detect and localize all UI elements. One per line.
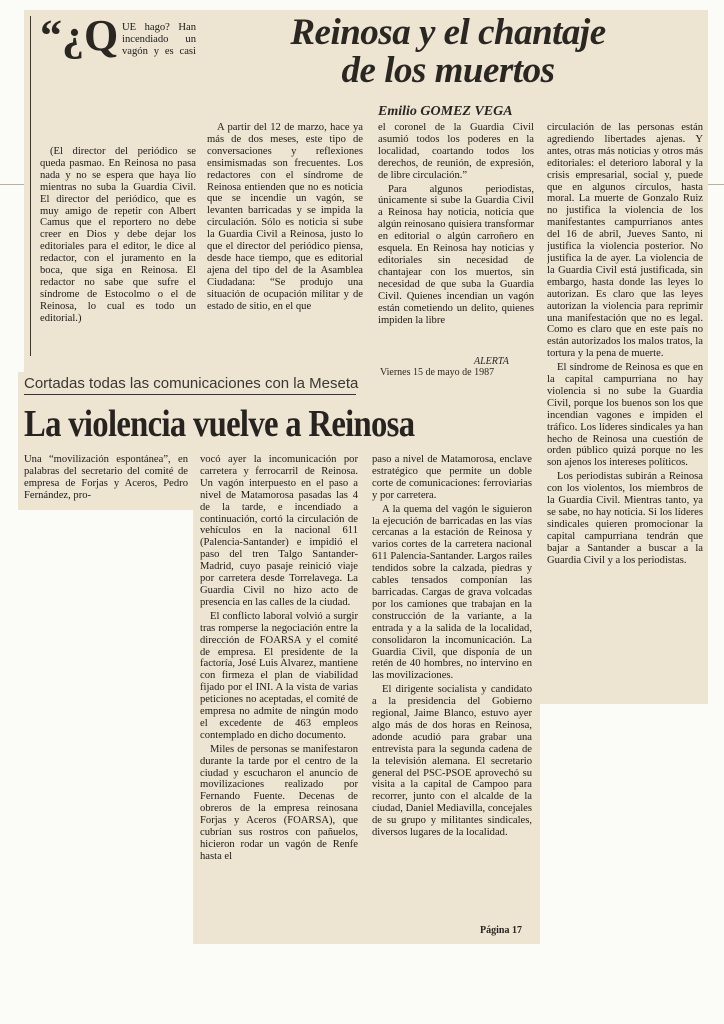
article2-kicker: Cortadas todas las comunicaciones con la Meseta (24, 375, 359, 392)
paragraph: el coronel de la Guardia Civil asumió todos los poderes en la localidad, coartando todos los derechos, de reunión, de expresión, de libre circulación.” (378, 122, 534, 181)
article2-headline: La violencia vuelve a Reinosa (24, 403, 415, 445)
page-number: Página 17 (480, 925, 522, 936)
article1-headline (268, 14, 628, 90)
paragraph: circulación de las personas están agrediendo libertades ajenas. Y antes, otras más noticias y otros más editoriales: el deterioro laboral y la crisis empresarial, social y, puede que en algunos círculos, hasta moral. La muerte de Gonzalo Ruiz no justifica la violencia de los manifestantes campurrianos antes del 16 de abril, Jueves Santo, ni justifica la violencia posterior. No justifica la de ayer. La violencia de la Guardia Civil está justificada, sin embargo, hasta donde las leyes lo autorizan. Es claro que las leyes autorizan la violencia para reprimir una manifestación que no es legal. Como es claro que en este país no están autorizados los malos tratos, la tortura y la pena de muerte. (547, 122, 703, 360)
article1-byline: Emilio GOMEZ VEGA (378, 104, 513, 119)
column-rule (30, 16, 31, 356)
paragraph: vocó ayer la incomunicación por carretera y ferrocarril de Reinosa. Un vagón interpuesto en el paso a nivel de Matamorosa pasadas las 4 de la tarde, e incendiado a continuación, cortó la circulación de vehículos en la nacional 611 (Palencia-Santander) e impidió el paso del tren Talgo Santander-Madrid, cuyo pasaje reinició viaje por carretera desde Torrelavega. La Guardia Civil no hizo acto de presencia en las calles de la ciudad. (200, 454, 358, 608)
paragraph: A partir del 12 de marzo, hace ya más de dos meses, este tipo de conversaciones y reflexiones ensimismadas son frecuentes. Los redactores con el síndrome de Reinosa entienden que no es noticia que se incendie un vagón, se levanten barricadas y se impida la circulación. Sólo es noticia si sube la Guardia Civil a Reinosa, justo lo que el director del periódico piensa, desde hace tiempo, que es editorial ajena del tipo del de la Asamblea Ciudadana: “Se produjo una situación de ocupación militar y de estado de sitio, en el que (207, 122, 363, 312)
article1-col3 (378, 122, 534, 354)
article2-col1 (24, 454, 188, 508)
paragraph: Los periodistas subirán a Reinosa con los violentos, los miembros de la Guardia Civil. Mientras tanto, ya se sabe, no hay noticia. Si los líderes sindicales quieren promocionar la capital campurriana tendrán que bajar a Santander a buscar a la Guardia Civil y a los periodistas. (547, 471, 703, 566)
article1-col1-body (40, 146, 196, 356)
paragraph: paso a nivel de Matamorosa, enclave estratégico que permite un doble corte de comunicaciones: ferroviarias y por carretera. (372, 454, 532, 501)
article1-headline-line1: Reinosa y el chantaje (290, 12, 606, 53)
article1-col1-top (122, 22, 196, 58)
paragraph: Miles de personas se manifestaron durante la tarde por el centro de la ciudad y escucharon el anuncio de movilizaciones realizado por Fernando Fuente. Decenas de obreros de la empresa reinosana Forjas y Aceros (FOARSA), que cubrían sus rostros con pañuelos, hicieron rodar un vagón de Renfe hasta el (200, 743, 358, 862)
paragraph: A la quema del vagón le siguieron la ejecución de barricadas en las vías cercanas a la estación de Reinosa y varios cortes de la carretera nacional 611 Palencia-Santander. Largos railes tendidos sobre la calzada, piedras y cables tensados componían las barricadas. Cargas de grava volcadas por los camiones que trabajan en la construcción de la variante, a la entrada y a la salida de la localidad, consolidaron la incomunicación. La Guardia Civil, que disponía de un retén de 40 hombres, no intervino en las movilizaciones. (372, 503, 532, 682)
paragraph: Una “movilización espontánea”, en palabras del secretario del comité de empresa de Forjas y Aceros, Pedro Fernández, pro- (24, 454, 188, 501)
paragraph: El dirigente socialista y candidato a la presidencia del Gobierno regional, Jaime Blanco, estuvo ayer algo más de dos horas en Reinosa, adonde acudió para grabar una entrevista para la segunda cadena de la televisión alemana. El secretario general del PSC-PSOE aprovechó su visita a la capital de Campoo para recorrer, junto con el alcalde de la ciudad, Daniel Mediavilla, concejales de su grupo y militantes sindicales, diversos lugares de la localidad. (372, 684, 532, 839)
date-label: Viernes 15 de mayo de 1987 (380, 367, 495, 378)
drop-quote: “¿Q (40, 11, 119, 60)
article1-col2 (207, 122, 363, 356)
paragraph: UE hago? Han incendiado un vagón y es casi (122, 22, 196, 57)
paragraph: Para algunos periodistas, únicamente si sube la Guardia Civil a Reinosa hay noticia, noticia que algún reinosano quisiera transformar en editorial o algún carroñero en esquela. En Reinosa hay noticias y editoriales sin necesidad de chantajear con los muertos, sin necesidad de que suba la Guardia Civil. Quienes incendian un vagón están cometiendo un delito, quienes impiden la libre (378, 183, 534, 326)
paragraph: El síndrome de Reinosa es que en la capital campurriana no hay violencia si no sube la Guardia Civil, porque los buenos son los que incendian vagones e impiden el tráfico. Los líderes sindicales ya han hecho de Reinosa una cuestión de orden público quizá porque no les son ajenos los intereses políticos. (547, 362, 703, 469)
source-label: ALERTA (474, 356, 509, 367)
paragraph: (El director del periódico se queda pasmao. En Reinosa no pasa nada y no se espera que haya lío mientras no suba la Guardia Civil. El director del periódico, que es muy amigo de repetir con Albert Camus que el reportero no debe creer en Dios y debe dejar los editoriales para el editor, le dice al redactor, con el juramento en la boca, que siga en Reinosa. El redactor no sabe que sufre el síndrome de Estocolmo o el de Reinosa, lo cual es todo un editorial.) (40, 146, 196, 324)
article1-headline-line2: de los muertos (341, 50, 555, 91)
article2-col2 (200, 454, 358, 938)
paragraph: El conflicto laboral volvió a surgir tras romperse la negociación entre la dirección de FOARSA y el comité de empresa. El presidente de la factoría, José Luis Alvarez, mantiene con firmeza el plan de viabilidad fijado por el INI. A la vista de varias peticiones no aceptadas, el comité de empresa no admite de ningún modo el excedente de 463 empleos contemplado en dicho documento. (200, 610, 358, 741)
kicker-rule (24, 394, 356, 395)
article1-col4 (547, 122, 703, 702)
article2-col3 (372, 454, 532, 926)
